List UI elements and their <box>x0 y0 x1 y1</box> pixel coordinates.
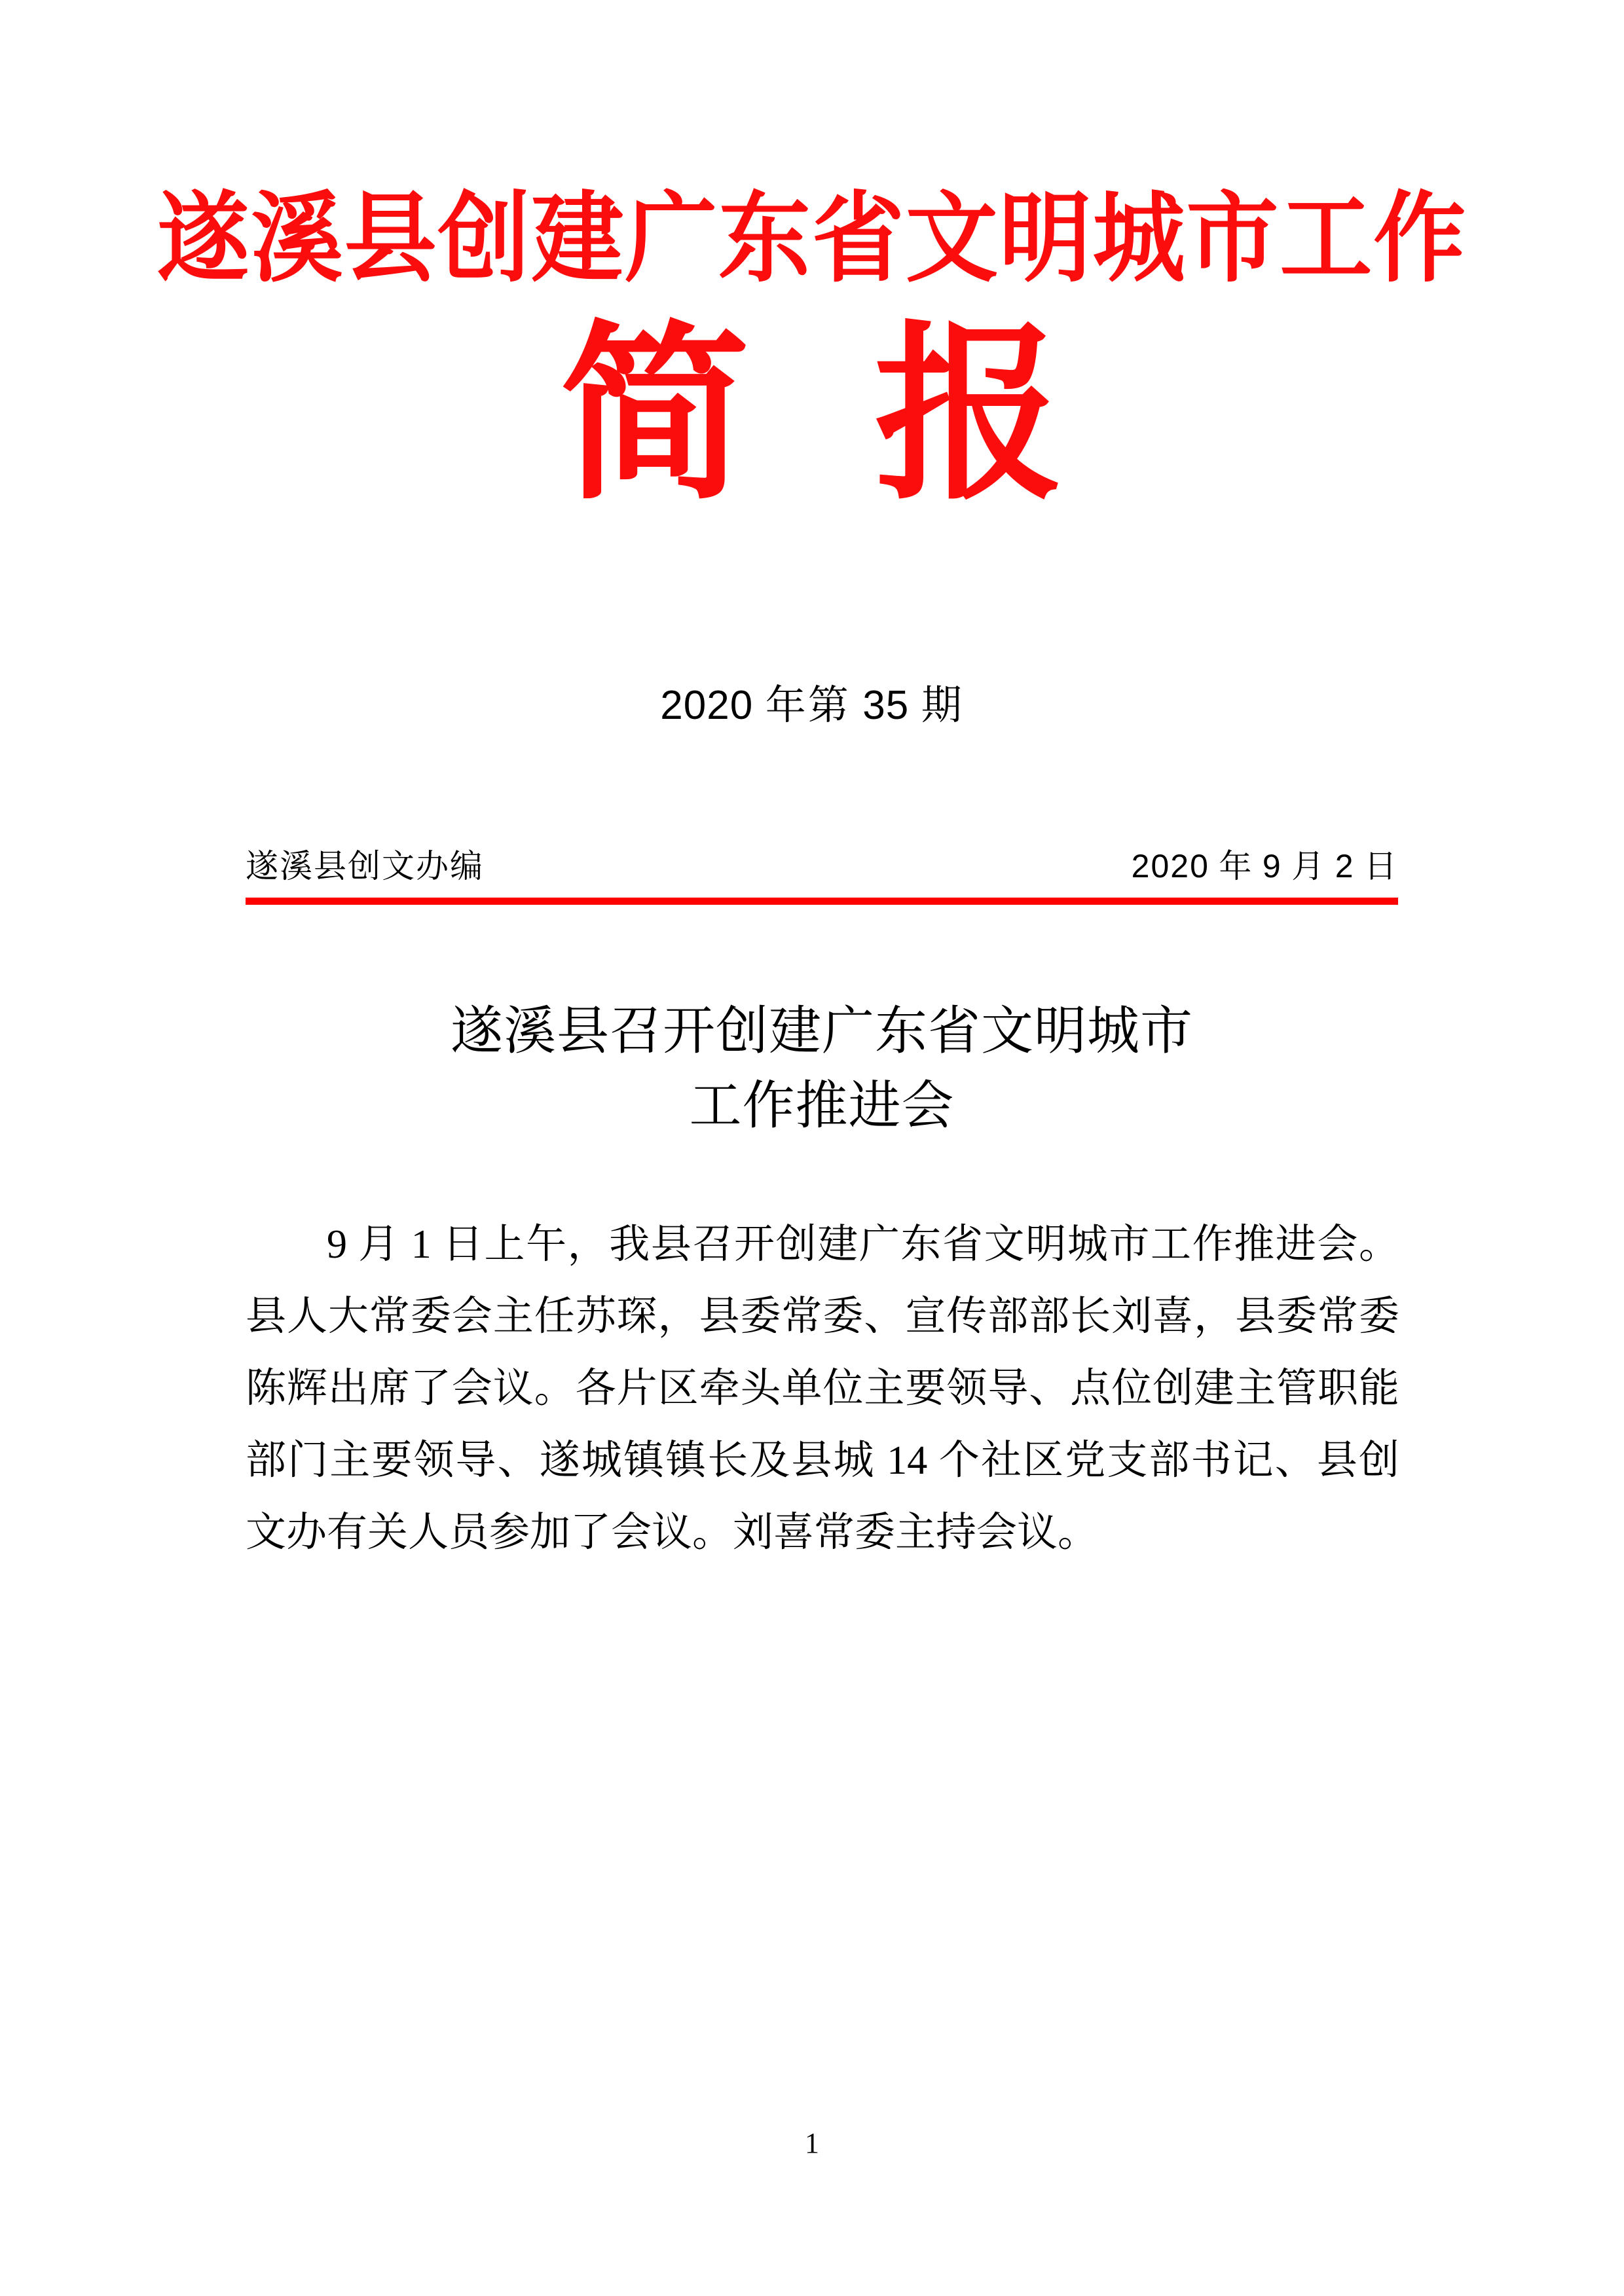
article-paragraph <box>246 1209 1399 1569</box>
header-bar <box>246 846 1398 905</box>
article-headline-line1: 遂溪县召开创建广东省文明城市 <box>451 1003 1193 1061</box>
red-divider-rule <box>246 898 1398 905</box>
masthead-char-bao: 报 <box>874 312 1064 522</box>
date-day-label: 日 <box>1364 848 1398 884</box>
date-month-label: 月 <box>1291 848 1326 884</box>
article-headline <box>246 995 1398 1144</box>
date-year-label: 年 <box>1219 848 1253 884</box>
article-paragraph-text: 9 月 1 日上午，我县召开创建广东省文明城市工作推进会。县人大常委会主任苏琛，县委常委、宣传部部长刘喜，县委常委陈辉出席了会议。各片区牵头单位主要领导、点位创建主管职能部门主要领导、遂城镇镇长及县城 14 个社区党支部书记、县创文办有关人员参加了会议。刘喜常委主持会议。 <box>246 1222 1399 1555</box>
issue-year-label: 年第 <box>765 683 851 728</box>
editor-label: 遂溪县创文办编 <box>246 848 484 884</box>
masthead-char-jian: 简 <box>560 312 750 522</box>
page-number: 1 <box>805 2127 819 2159</box>
issue-suffix-label: 期 <box>921 683 964 728</box>
issue-number: 35 <box>862 683 910 728</box>
masthead-title-line2 <box>0 305 1624 529</box>
article-headline-line2: 工作推进会 <box>689 1077 955 1135</box>
date-month: 9 <box>1262 848 1282 884</box>
date-year: 2020 <box>1131 848 1209 884</box>
masthead <box>0 183 1624 529</box>
masthead-title-line1: 遂溪县创建广东省文明城市工作 <box>157 183 1467 293</box>
article-body <box>246 1209 1399 1569</box>
header-bar-row <box>246 846 1398 887</box>
issue-year: 2020 <box>660 683 754 728</box>
publication-date <box>1132 846 1398 887</box>
date-day: 2 <box>1335 848 1355 884</box>
issue-line <box>0 678 1624 734</box>
